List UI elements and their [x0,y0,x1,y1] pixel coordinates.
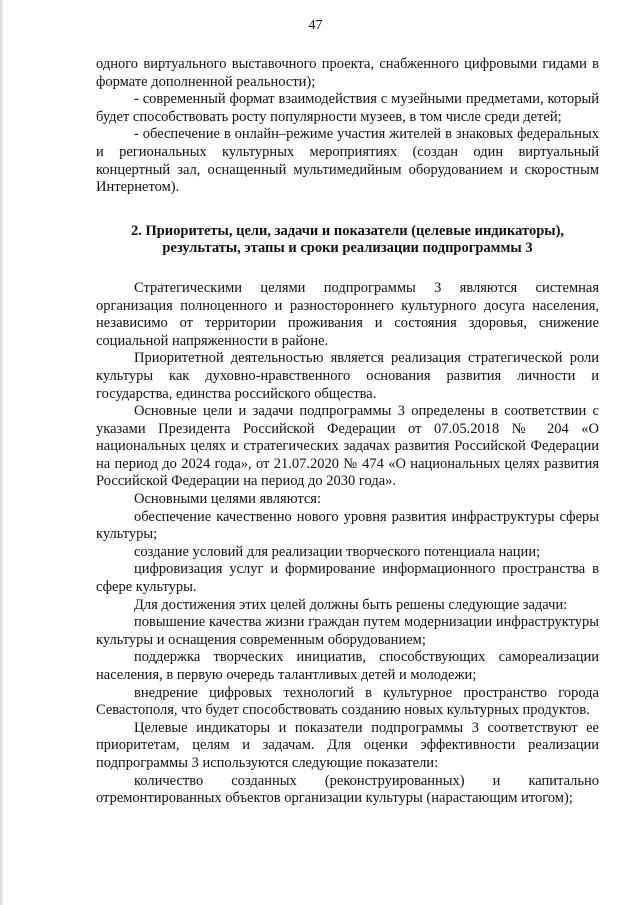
paragraph-decrees: Основные цели и задачи подпрограммы 3 определены в соответствии с указами Президента Российской Федерации от 07.05.2018 № 204 «О национальных целях и стратегических задачах развития Российской Федерации на период до 2024 года», от 21.07.2020 № 474 «О национальных целях развития Российской Федерации на период до 2030 года». [96,403,599,490]
list-item-goal: цифровизация услуг и формирование информационного пространства в сфере культуры. [96,561,599,596]
list-item-task: поддержка творческих инициатив, способствующих самореализации населения, в первую очередь талантливых детей и молодежи; [96,649,599,683]
list-item-goal: создание условий для реализации творческого потенциала нации; [134,543,541,560]
list-item-goal: обеспечение качественно нового уровня развития инфраструктуры сферы культуры; [96,508,599,543]
page-number: 47 [308,18,323,33]
paragraph-priority: Приоритетной деятельностью является реализация стратегической роли культуры как духовно-нравственного основания развития личности и государства, единства российского общества. [96,350,599,402]
paragraph-indicators: Целевые индикаторы и показатели подпрограммы 3 соответствуют ее приоритетам, целям и задачам. Для оценки эффективности реализации подпрограммы 3 используются следующие показатели: [96,719,599,771]
scan-edge-shadow [0,0,4,905]
list-item-task: внедрение цифровых технологий в культурное пространство города Севастополя, что будет способствовать созданию новых культурных продуктов. [96,684,599,719]
paragraph-tasks-intro: Для достижения этих целей должны быть решены следующие задачи: [134,596,568,613]
list-item-indicator: количество созданных (реконструированных) и капитально отремонтированных объектов организации культуры (нарастающим итогом); [96,772,599,807]
section-heading-line-1: 2. Приоритеты, цели, задачи и показатели (целевые индикаторы), [130,222,565,239]
paragraph: одного виртуального выставочного проекта, снабженного цифровыми гидами в формате дополненной реальности); [96,56,599,90]
bullet-paragraph: - обеспечение в онлайн–режиме участия жителей в знаковых федеральных и региональных культурных мероприятиях (создан один виртуальный концертный зал, оснащенный мультимедийным оборудованием и скоростным Интернетом). [96,126,599,196]
paragraph-strategic-goals: Стратегическими целями подпрограммы 3 являются системная организация полноценного и разностороннего культурного досуга населения, независимо от территории проживания и состояния здоровья, снижение социальной напряженности в районе. [96,279,599,349]
paragraph-main-goals-intro: Основными целями являются: [134,491,322,508]
section-heading-line-2: результаты, этапы и сроки реализации подпрограммы 3 [162,240,533,257]
bullet-paragraph: - современный формат взаимодействия с музейными предметами, который будет способствовать росту популярности музеев, в том числе среди детей; [96,91,599,125]
document-body [96,56,599,808]
section-heading [96,223,599,258]
list-item-task: повышение качества жизни граждан путем модернизации инфраструктуры культуры и оснащения современным оборудованием; [96,614,599,648]
